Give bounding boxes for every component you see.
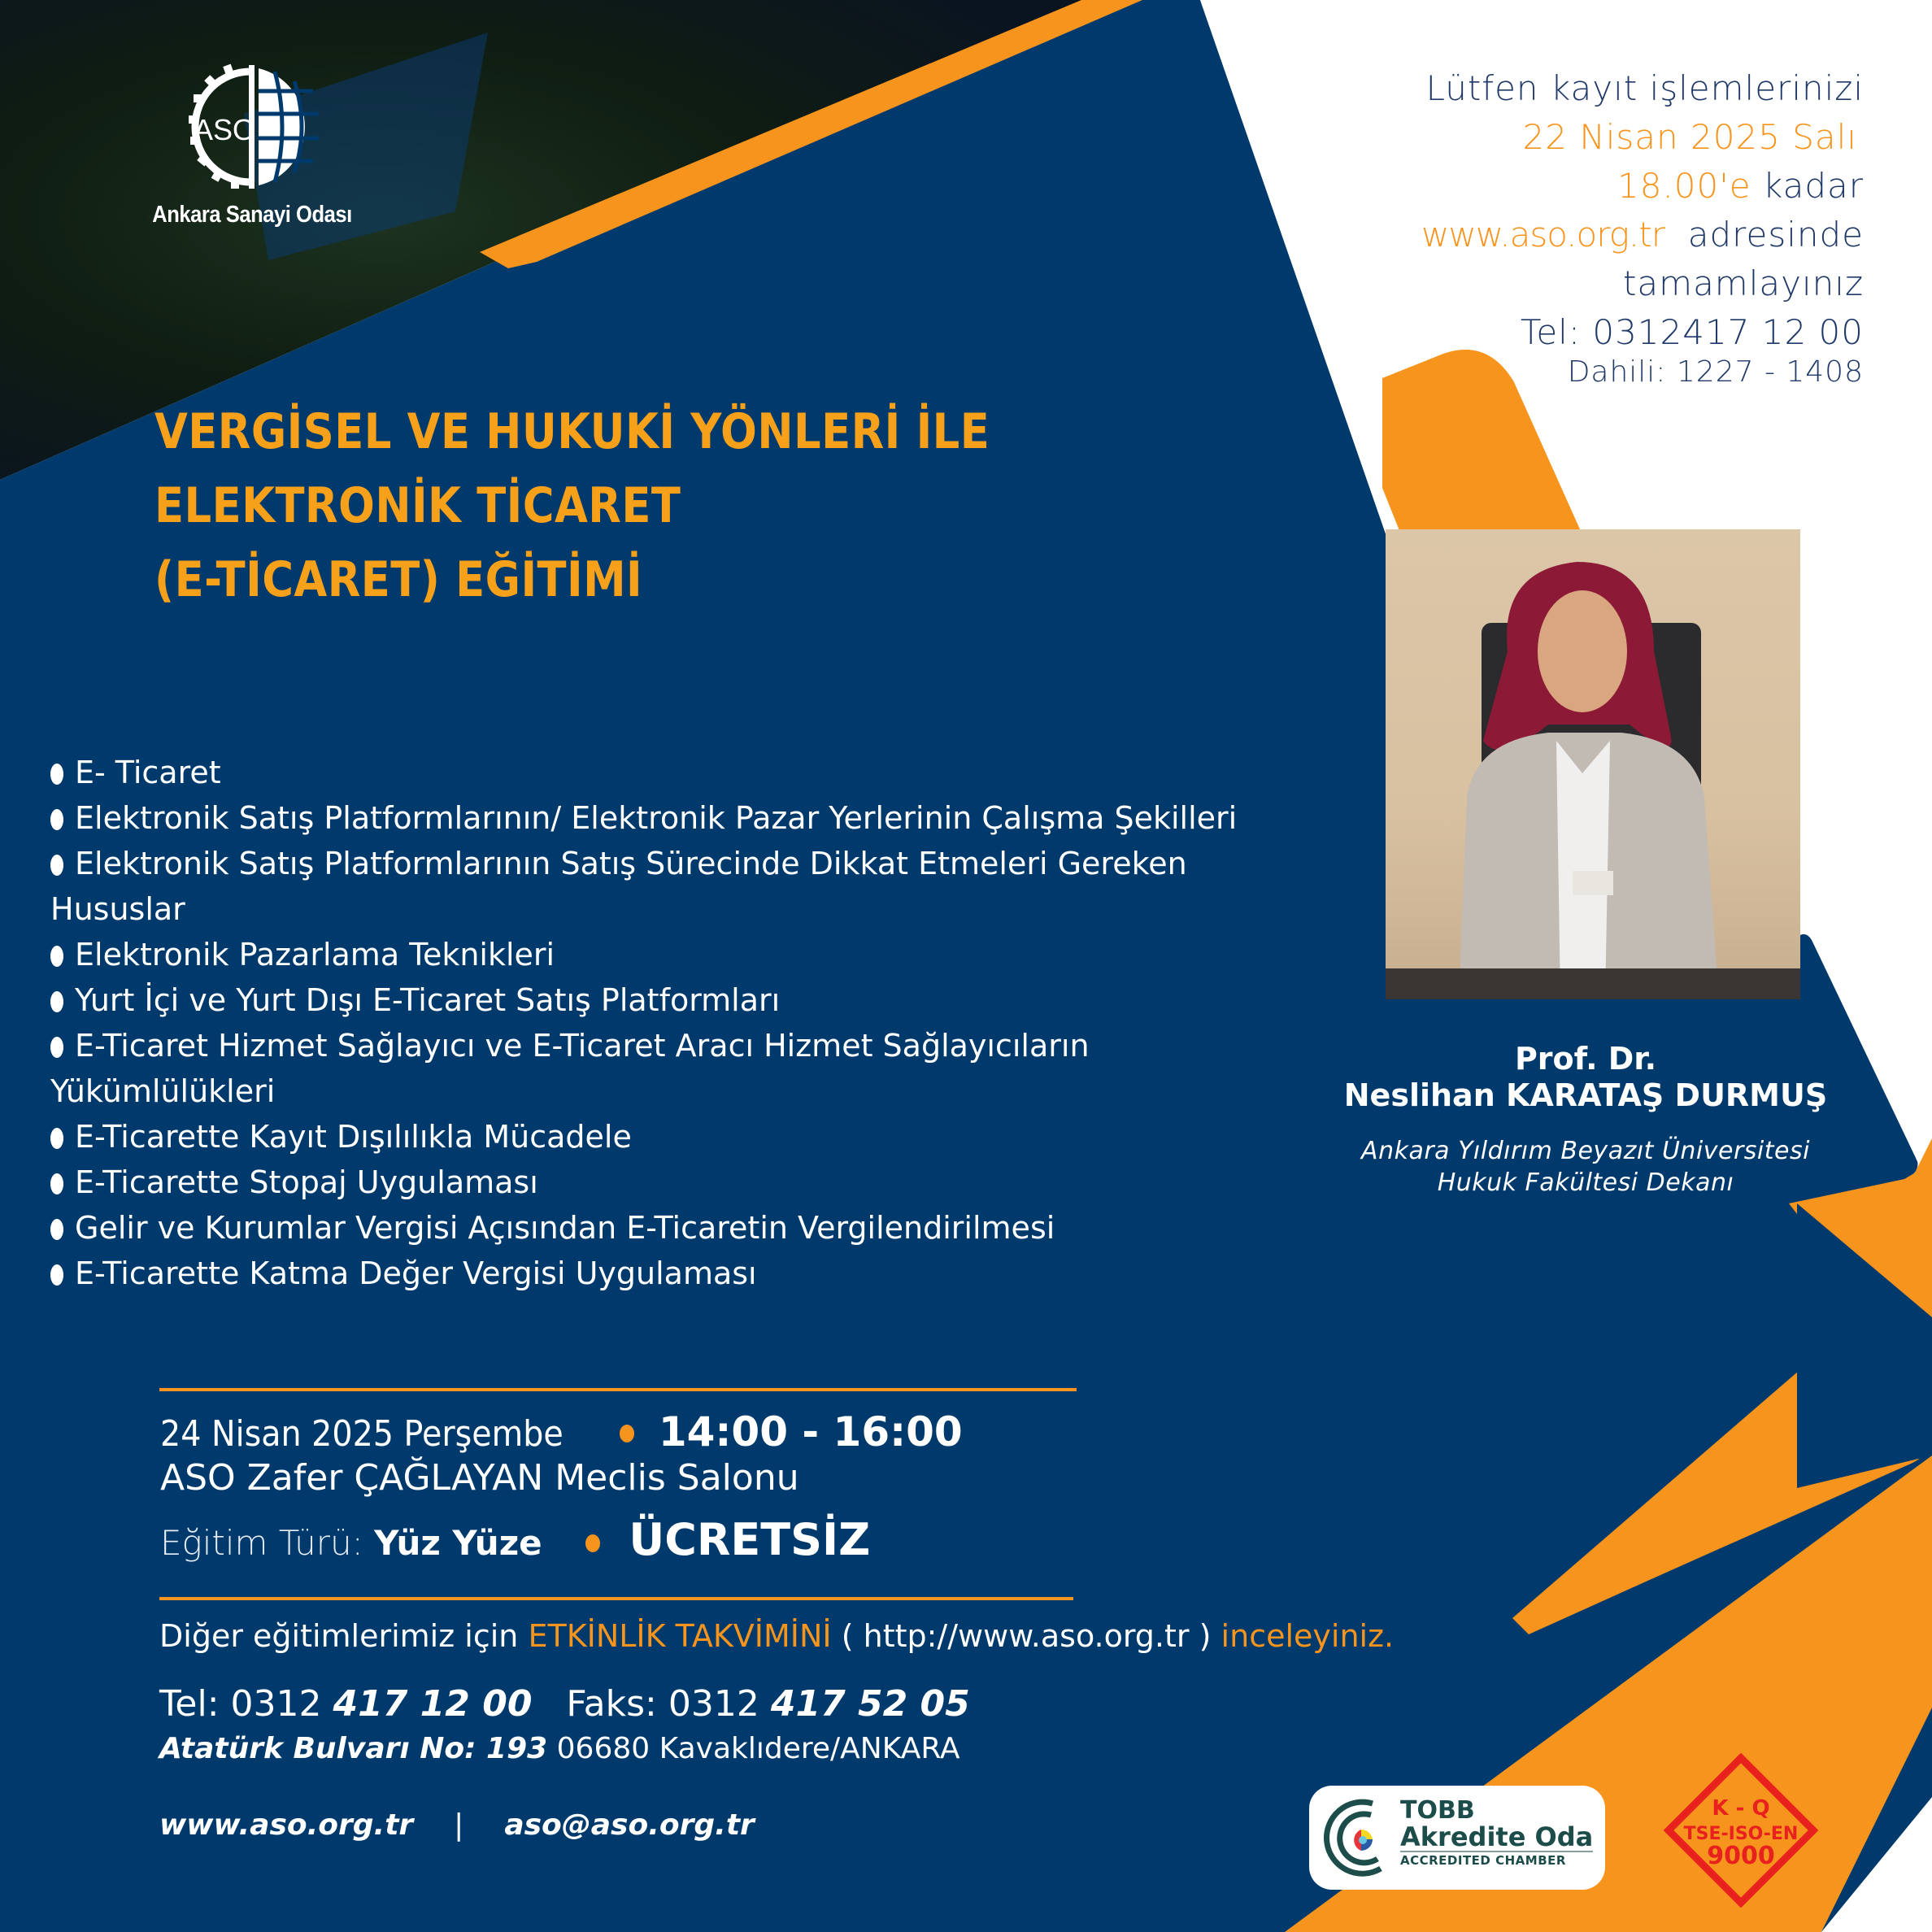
calendar-link[interactable]: ETKİNLİK TAKVİMİNİ xyxy=(528,1618,832,1654)
event-details xyxy=(160,1408,963,1565)
speaker-info xyxy=(1293,1041,1878,1199)
list-item: Yurt İçi ve Yurt Dışı E-Ticaret Satış Platformları xyxy=(50,977,1351,1023)
bullet-icon xyxy=(50,1128,63,1149)
calendar-note: Diğer eğitimlerimiz için ETKİNLİK TAKVİMİNİ ( http://www.aso.org.tr ) inceleyiniz. xyxy=(159,1618,1395,1654)
speaker-title: Prof. Dr. xyxy=(1514,1041,1657,1077)
page-title xyxy=(154,395,1103,617)
title-line-3: (E-TİCARET) EĞİTİMİ xyxy=(154,551,643,608)
bullet-icon xyxy=(50,1264,63,1286)
bullet-icon xyxy=(50,764,63,785)
registration-info xyxy=(1421,68,1864,407)
list-item-continuation: Yükümlülükleri xyxy=(50,1073,276,1109)
registration-website-suffix: adresinde xyxy=(1687,215,1864,255)
bullet-icon xyxy=(50,991,63,1012)
registration-deadline-suffix: kadar xyxy=(1763,166,1864,206)
list-item: E-Ticarette Katma Değer Vergisi Uygulaması xyxy=(50,1251,1351,1296)
contact-footer xyxy=(159,1618,1394,1842)
web-contact: www.aso.org.tr | aso@aso.org.tr xyxy=(159,1808,755,1842)
divider-bottom xyxy=(159,1597,1073,1600)
svg-text:TSE-ISO-EN: TSE-ISO-EN xyxy=(1683,1824,1799,1844)
svg-text:9000: 9000 xyxy=(1707,1842,1775,1870)
website-link[interactable]: www.aso.org.tr xyxy=(159,1808,414,1842)
registration-extension: Dahili: 1227 - 1408 xyxy=(1567,355,1864,389)
training-type-value: Yüz Yüze xyxy=(374,1523,542,1563)
tobb-accreditation-badge xyxy=(1309,1786,1605,1890)
bullet-icon xyxy=(585,1534,600,1552)
phone-fax: Tel: 0312 417 12 00 Faks: 0312 417 52 05 xyxy=(159,1683,970,1725)
svg-text:ASO: ASO xyxy=(193,113,256,146)
tobb-text: TOBB Akredite Oda ACCREDITED CHAMBER xyxy=(1400,1796,1594,1868)
aso-logo xyxy=(138,57,366,228)
title-line-1: VERGİSEL VE HUKUKİ YÖNLERİ İLE xyxy=(154,403,990,460)
speaker-photo xyxy=(1386,529,1800,999)
iso-9000-badge xyxy=(1664,1753,1818,1908)
registration-phone: Tel: 0312417 12 00 xyxy=(1520,312,1864,352)
fax-number: 417 52 05 xyxy=(770,1683,970,1725)
iso-diamond-icon xyxy=(1664,1753,1818,1908)
bullet-icon xyxy=(50,1219,63,1240)
event-venue: ASO Zafer ÇAĞLAYAN Meclis Salonu xyxy=(160,1457,799,1499)
phone-number: 417 12 00 xyxy=(333,1683,533,1725)
registration-deadline-time: 18.00'e xyxy=(1617,166,1751,206)
tobb-logo-icon xyxy=(1324,1797,1399,1878)
price-badge: ÜCRETSİZ xyxy=(629,1514,871,1565)
portrait-image xyxy=(1386,529,1800,999)
bullet-icon xyxy=(50,1173,63,1194)
registration-website-link[interactable]: www.aso.org.tr xyxy=(1421,215,1665,255)
calendar-url[interactable]: ( http://www.aso.org.tr ) xyxy=(841,1618,1212,1654)
training-type-label: Eğitim Türü: xyxy=(160,1523,363,1563)
bullet-icon xyxy=(50,1037,63,1058)
email-link[interactable]: aso@aso.org.tr xyxy=(504,1808,755,1842)
speaker-affiliation-1: Ankara Yıldırım Beyazıt Üniversitesi xyxy=(1361,1137,1810,1165)
address: Atatürk Bulvarı No: 193 06680 Kavaklıdere/ANKARA xyxy=(159,1732,960,1765)
divider-top xyxy=(159,1388,1077,1391)
bullet-icon xyxy=(50,809,63,830)
speaker-name: Neslihan KARATAŞ DURMUŞ xyxy=(1343,1077,1828,1113)
gear-globe-icon xyxy=(179,57,325,195)
list-item: Elektronik Satış Platformlarının/ Elektronik Pazar Yerlerinin Çalışma Şekilleri xyxy=(50,795,1351,841)
logo-name: Ankara Sanayi Odası xyxy=(152,202,352,228)
registration-complete: tamamlayınız xyxy=(1622,263,1864,303)
topic-list xyxy=(50,750,1351,1296)
registration-deadline-date: 22 Nisan 2025 Salı xyxy=(1522,117,1857,157)
list-item: E-Ticarette Kayıt Dışılılıkla Mücadele xyxy=(50,1114,1351,1160)
list-item: Elektronik Pazarlama Teknikleri xyxy=(50,932,1351,977)
list-item: Gelir ve Kurumlar Vergisi Açısından E-Ticaretin Vergilendirilmesi xyxy=(50,1205,1351,1251)
list-item: E- Ticaret xyxy=(50,750,1351,795)
list-item: Elektronik Satış Platformlarının Satış Sürecinde Dikkat Etmeleri Gereken xyxy=(50,841,1351,886)
bullet-icon xyxy=(50,946,63,967)
event-time: 14:00 - 16:00 xyxy=(658,1408,963,1456)
list-item: E-Ticaret Hizmet Sağlayıcı ve E-Ticaret Aracı Hizmet Sağlayıcıların xyxy=(50,1023,1351,1068)
list-item: E-Ticarette Stopaj Uygulaması xyxy=(50,1160,1351,1205)
bullet-icon xyxy=(620,1425,634,1442)
svg-text:K - Q: K - Q xyxy=(1712,1796,1770,1821)
list-item-continuation: Hususlar xyxy=(50,891,185,927)
bullet-icon xyxy=(50,855,63,876)
event-date: 24 Nisan 2025 Perşembe xyxy=(160,1413,564,1455)
title-line-2: ELEKTRONİK TİCARET xyxy=(154,477,681,534)
registration-intro: Lütfen kayıt işlemlerinizi xyxy=(1425,68,1864,108)
speaker-affiliation-2: Hukuk Fakültesi Dekanı xyxy=(1437,1168,1734,1197)
